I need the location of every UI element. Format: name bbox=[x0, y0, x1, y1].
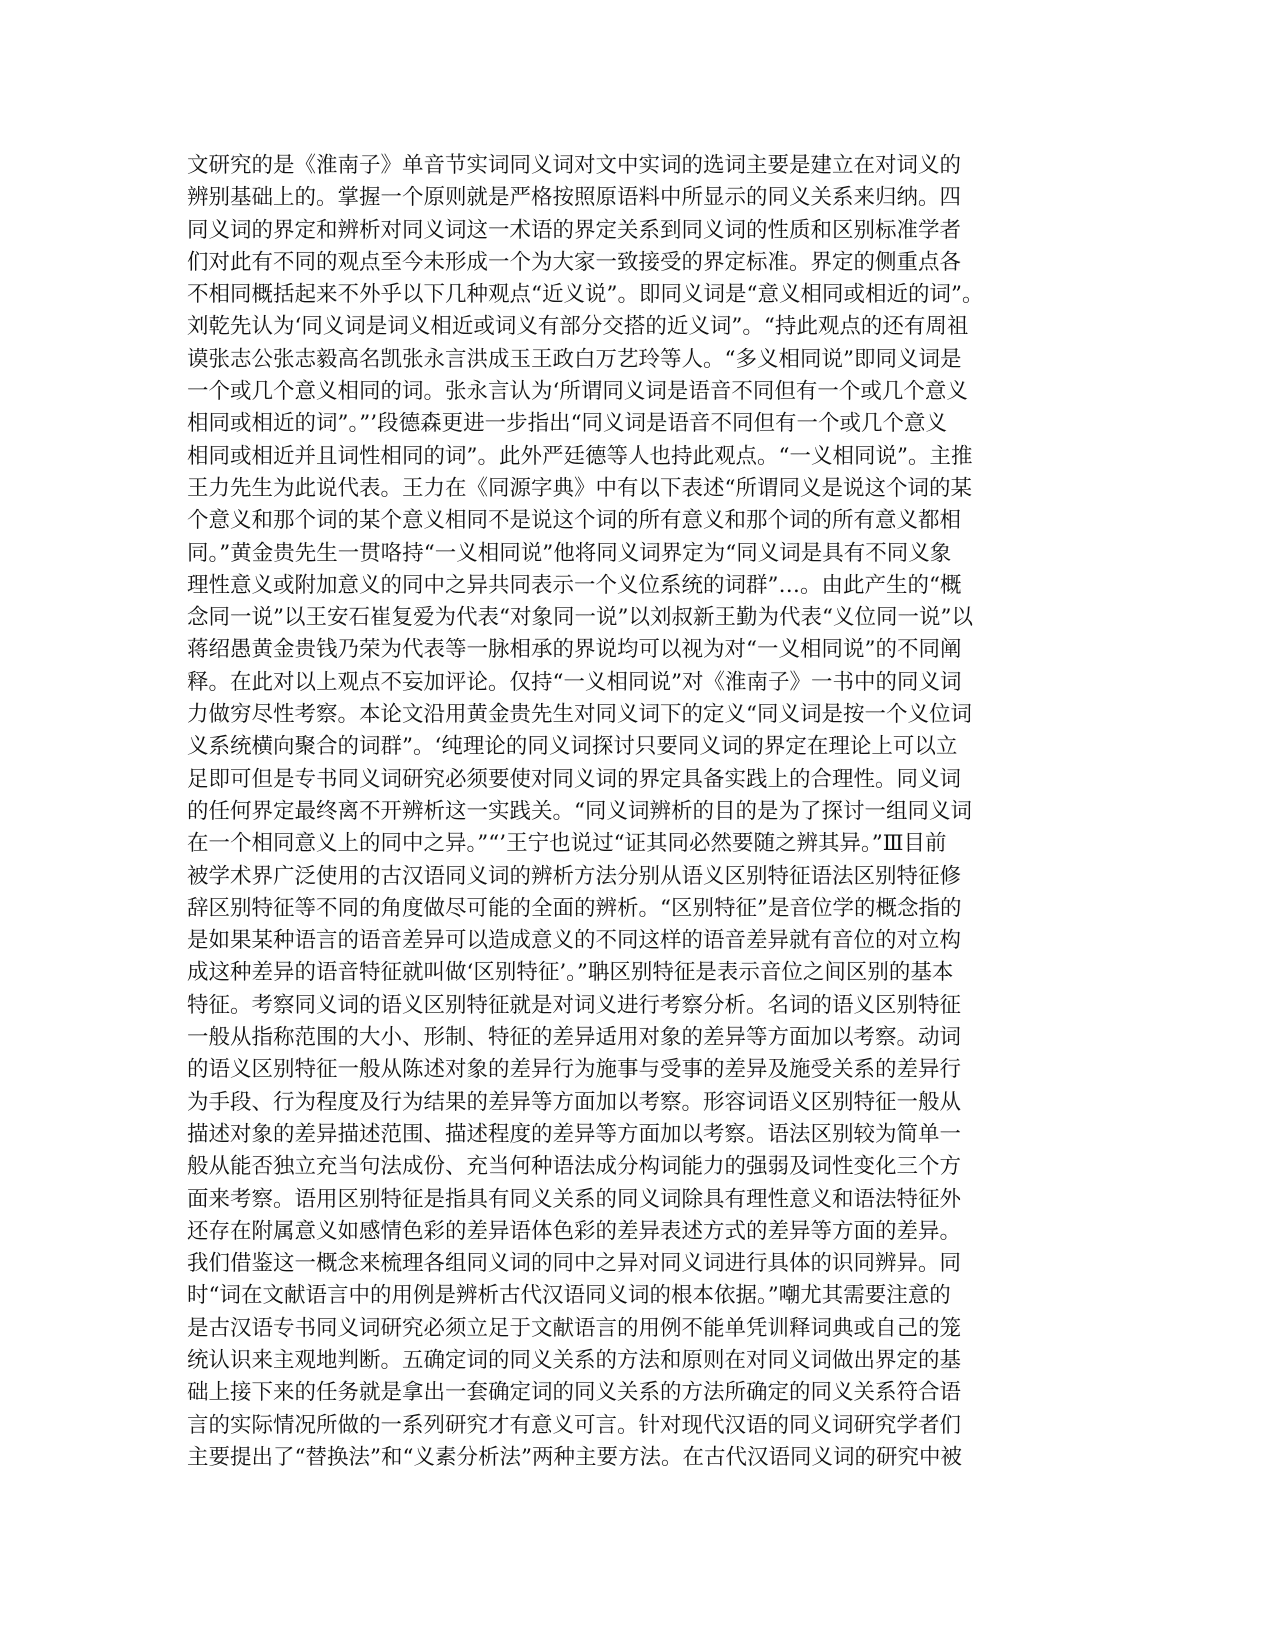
text-line: 同。”黄金贵先生一贯咯持“一义相同说”他将同义词界定为“同义词是具有不同义象 bbox=[187, 540, 952, 566]
text-line: 言的实际情况所做的一系列研究才有意义可言。针对现代汉语的同义词研究学者们 bbox=[187, 1412, 962, 1438]
text-line: 特征。考察同义词的语义区别特征就是对词义进行考察分析。名词的语义区别特征 bbox=[187, 992, 962, 1018]
text-line: 释。在此对以上观点不妄加评论。仅持“一义相同说”对《淮南子》一书中的同义词 bbox=[187, 669, 962, 695]
text-line: 我们借鉴这一概念来梳理各组同义词的同中之异对同义词进行具体的识同辨异。同 bbox=[187, 1251, 962, 1277]
text-line: 相同或相近并且词性相同的词”。此外严廷德等人也持此观点。“一义相同说”。主推 bbox=[187, 443, 973, 469]
text-line: 辞区别特征等不同的角度做尽可能的全面的辨析。“区别特征”是音位学的概念指的 bbox=[187, 895, 962, 921]
text-line: 足即可但是专书同义词研究必须要使对同义词的界定具备实践上的合理性。同义词 bbox=[187, 766, 962, 792]
text-line: 主要提出了“替换法”和“义素分析法”两种主要方法。在古代汉语同义词的研究中被 bbox=[187, 1444, 962, 1470]
text-line: 刘乾先认为‘同义词是词义相近或词义有部分交搭的近义词”。“持此观点的还有周祖 bbox=[187, 314, 969, 340]
text-line: 王力先生为此说代表。王力在《同源字典》中有以下表述“所谓同义是说这个词的某 bbox=[187, 475, 972, 501]
text-line: 文研究的是《淮南子》单音节实词同义词对文中实词的选词主要是建立在对词义的 bbox=[187, 153, 962, 178]
text-line: 理性意义或附加意义的同中之异共同表示一个义位系统的词群”…。由此产生的“概 bbox=[187, 572, 962, 598]
text-line: 念同一说”以王安石崔复爱为代表“对象同一说”以刘叔新王勤为代表“义位同一说”以 bbox=[187, 605, 973, 631]
text-line: 义系统横向聚合的词群”。‘纯理论的同义词探讨只要同义词的界定在理论上可以立 bbox=[187, 734, 958, 760]
text-line: 为手段、行为程度及行为结果的差异等方面加以考察。形容词语义区别特征一般从 bbox=[187, 1089, 962, 1115]
text-line: 础上接下来的任务就是拿出一套确定词的同义关系的方法所确定的同义关系符合语 bbox=[187, 1380, 962, 1406]
text-line: 一个或几个意义相同的词。张永言认为‘所谓同义词是语音不同但有一个或几个意义 bbox=[187, 379, 968, 405]
text-line: 蒋绍愚黄金贵钱乃荣为代表等一脉相承的界说均可以视为对“一义相同说”的不同阐 bbox=[187, 637, 962, 663]
text-line: 们对此有不同的观点至今未形成一个为大家一致接受的界定标准。界定的侧重点各 bbox=[187, 249, 962, 275]
body-text bbox=[187, 150, 1082, 1474]
text-line: 的语义区别特征一般从陈述对象的差异行为施事与受事的差异及施受关系的差异行 bbox=[187, 1057, 962, 1083]
text-line: 相同或相近的词”。”’段德森更进一步指出“同义词是语音不同但有一个或几个意义 bbox=[187, 411, 948, 437]
text-line: 的任何界定最终离不开辨析这一实践关。“同义词辨析的目的是为了探讨一组同义词 bbox=[187, 798, 972, 824]
text-line: 是如果某种语言的语音差异可以造成意义的不同这样的语音差异就有音位的对立构 bbox=[187, 928, 962, 954]
text-line: 同义词的界定和辨析对同义词这一术语的界定关系到同义词的性质和区别标准学者 bbox=[187, 217, 962, 243]
text-line: 个意义和那个词的某个意义相同不是说这个词的所有意义和那个词的所有意义都相 bbox=[187, 508, 962, 534]
text-line: 力做穷尽性考察。本论文沿用黄金贵先生对同义词下的定义“同义词是按一个义位词 bbox=[187, 702, 972, 728]
text-line: 在一个相同意义上的同中之异。”“’王宁也说过“证其同必然要随之辨其异。”Ⅲ目前 bbox=[187, 831, 947, 857]
text-line: 面来考察。语用区别特征是指具有同义关系的同义词除具有理性意义和语法特征外 bbox=[187, 1186, 962, 1212]
text-line: 描述对象的差异描述范围、描述程度的差异等方面加以考察。语法区别较为简单一 bbox=[187, 1121, 962, 1147]
text-line: 不相同概括起来不外乎以下几种观点“近义说”。即同义词是“意义相同或相近的词”。 bbox=[187, 282, 984, 308]
text-line: 谟张志公张志毅高名凯张永言洪成玉王政白万艺玲等人。“多义相同说”即同义词是 bbox=[187, 346, 962, 372]
text-line: 成这种差异的语音特征就叫做‘区别特征’。”聃区别特征是表示音位之间区别的基本 bbox=[187, 960, 954, 986]
text-line: 是古汉语专书同义词研究必须立足于文献语言的用例不能单凭训释词典或自己的笼 bbox=[187, 1315, 962, 1341]
text-line: 还存在附属意义如感情色彩的差异语体色彩的差异表述方式的差异等方面的差异。 bbox=[187, 1218, 962, 1244]
text-line: 一般从指称范围的大小、形制、特征的差异适用对象的差异等方面加以考察。动词 bbox=[187, 1025, 962, 1051]
text-line: 被学术界广泛使用的古汉语同义词的辨析方法分别从语义区别特征语法区别特征修 bbox=[187, 863, 962, 889]
text-line: 统认识来主观地判断。五确定词的同义关系的方法和原则在对同义词做出界定的基 bbox=[187, 1347, 962, 1373]
text-line: 般从能否独立充当句法成份、充当何种语法成分构词能力的强弱及词性变化三个方 bbox=[187, 1154, 962, 1180]
text-line: 辨别基础上的。掌握一个原则就是严格按照原语料中所显示的同义关系来归纳。四 bbox=[187, 185, 962, 211]
text-line: 时“词在文献语言中的用例是辨析古代汉语同义词的根本依据。”嘲尤其需要注意的 bbox=[187, 1283, 951, 1309]
